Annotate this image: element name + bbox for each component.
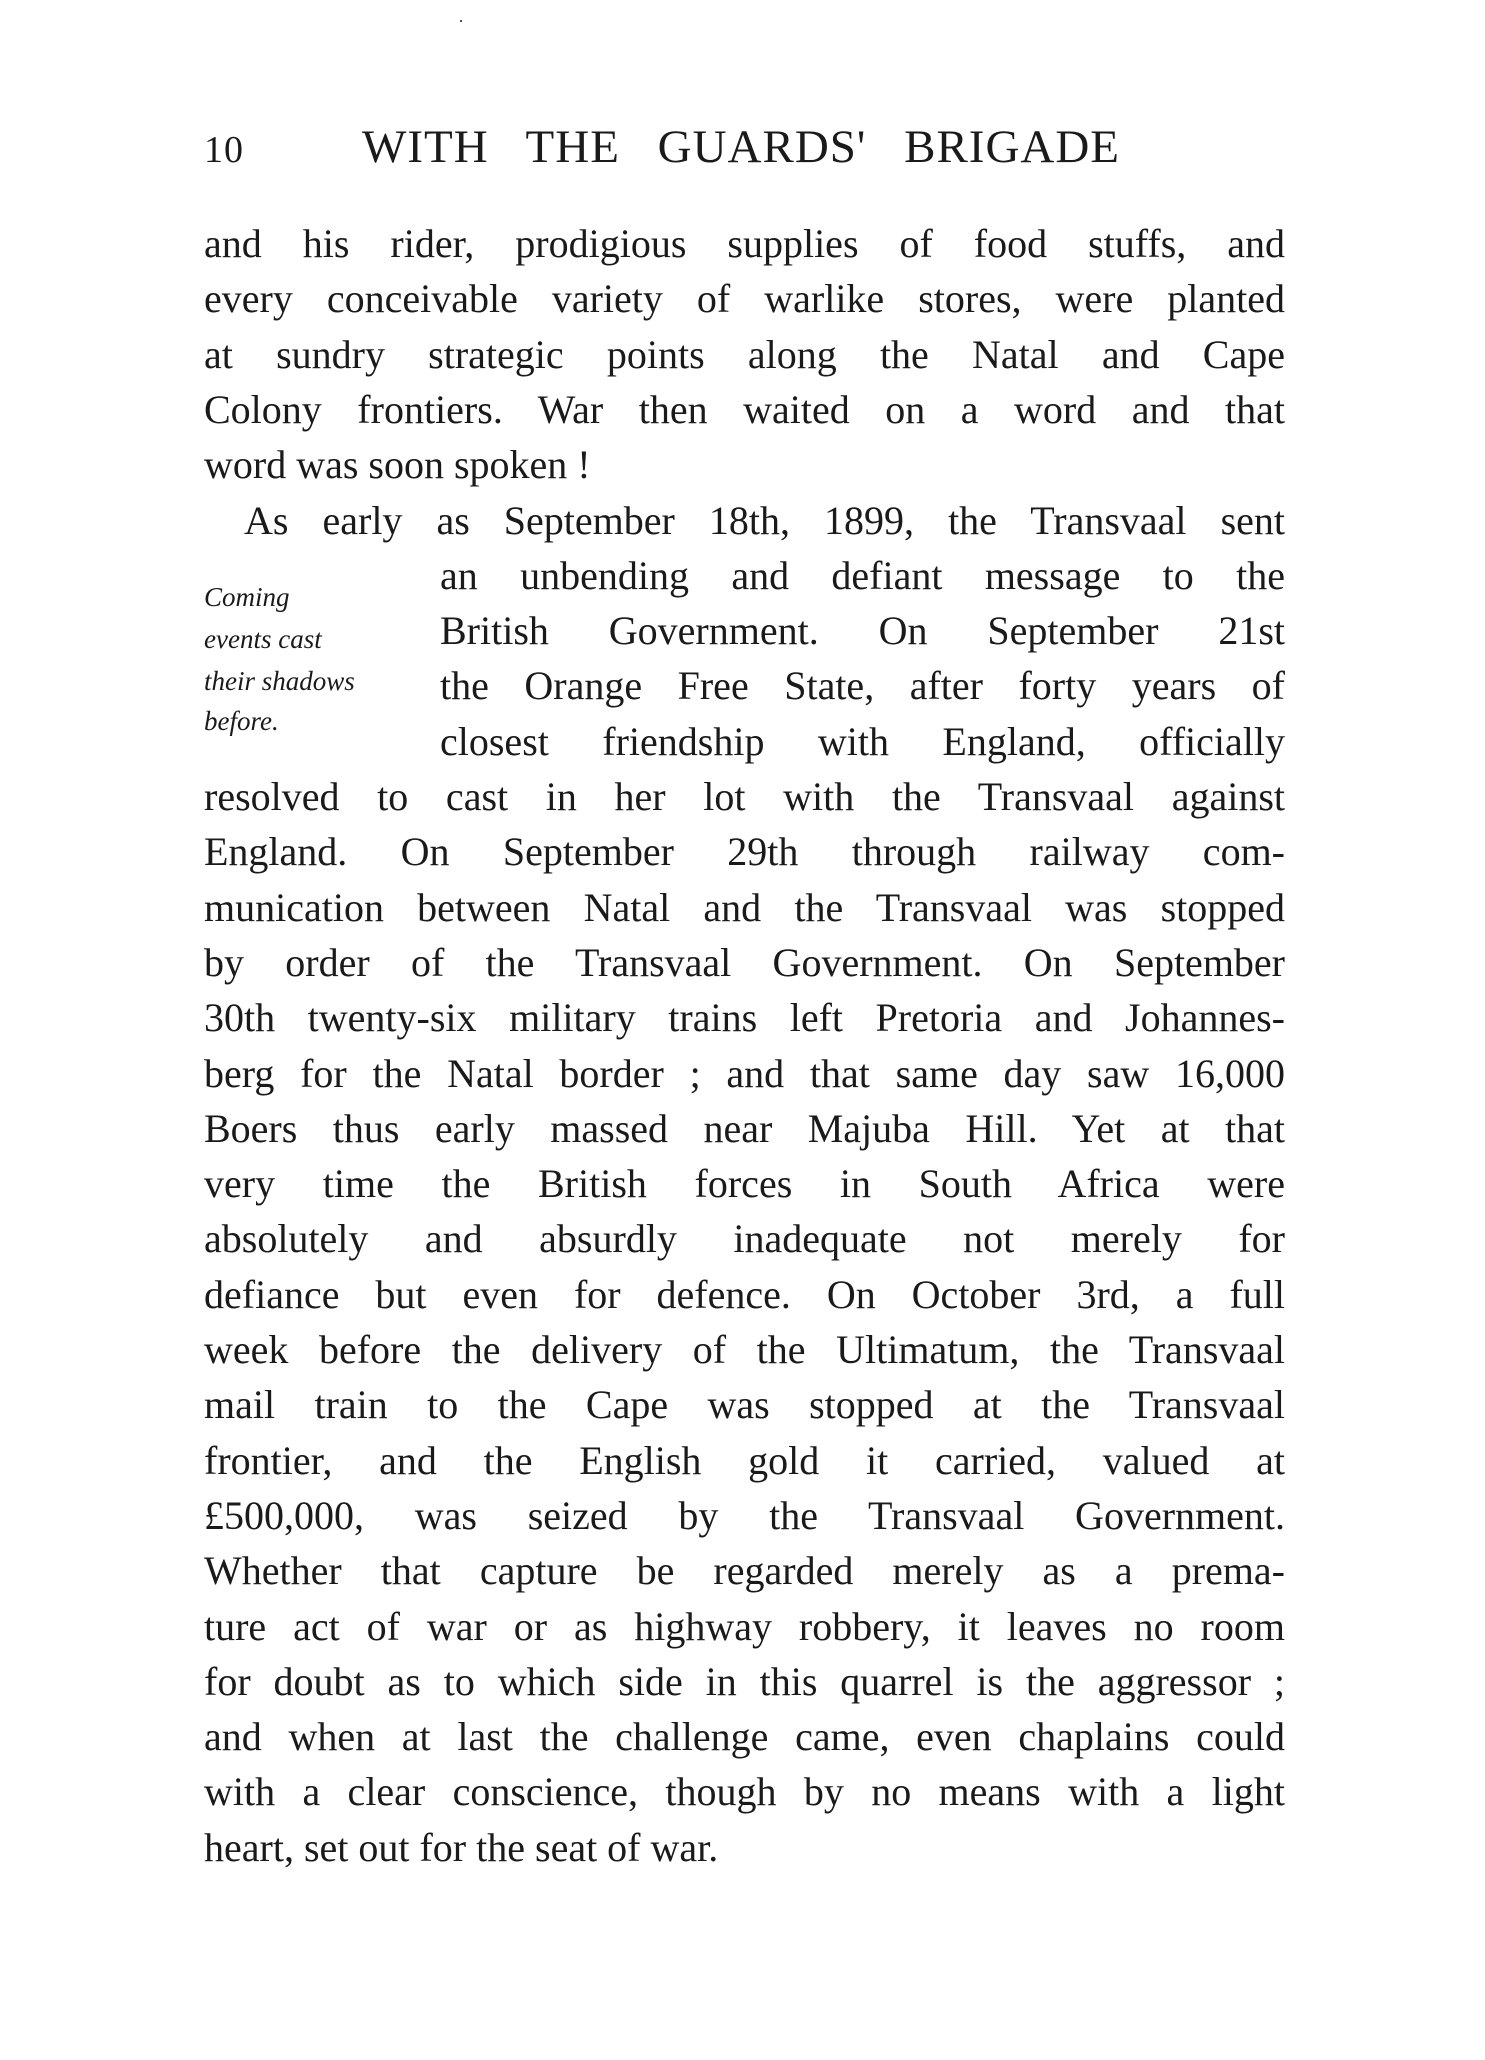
running-title: WITH THE GUARDS' BRIGADE xyxy=(362,121,1120,173)
text-line: frontier, and the English gold it carried, valued at xyxy=(204,1437,1285,1483)
text-line: Boers thus early massed near Majuba Hill. Yet at that xyxy=(204,1105,1285,1151)
text-line: defiance but even for defence. On October 3rd, a full xyxy=(204,1271,1285,1317)
margin-note-line: Coming xyxy=(204,582,290,612)
text-line: at sundry strategic points along the Natal and Cape xyxy=(204,331,1285,377)
text-line: As early as September 18th, 1899, the Transvaal sent xyxy=(244,497,1285,543)
text-line: resolved to cast in her lot with the Transvaal against xyxy=(204,774,1285,819)
text-line: the Orange Free State, after forty years of xyxy=(440,663,1285,709)
text-line: closest friendship with England, officially xyxy=(440,718,1285,764)
margin-note-line: before. xyxy=(204,706,279,736)
margin-note-line: events cast xyxy=(204,624,322,654)
margin-note-line: their shadows xyxy=(204,666,355,696)
speck xyxy=(460,20,462,22)
text-line: mail train to the Cape was stopped at the Transvaal xyxy=(204,1382,1285,1428)
text-line: British Government. On September 21st xyxy=(440,608,1285,654)
text-line: ture act of war or as highway robbery, it leaves no room xyxy=(204,1603,1285,1649)
page-number: 10 xyxy=(204,129,244,171)
text-line: absolutely and absurdly inadequate not merely for xyxy=(204,1216,1285,1262)
text-line: every conceivable variety of warlike stores, were planted xyxy=(204,276,1285,322)
text-line: and when at last the challenge came, even chaplains could xyxy=(204,1714,1285,1760)
text-line: and his rider, prodigious supplies of food stuffs, and xyxy=(204,221,1285,266)
text-line: an unbending and defiant message to the xyxy=(440,552,1285,598)
text-line: with a clear conscience, though by no means with a light xyxy=(204,1769,1285,1815)
text-line: heart, set out for the seat of war. xyxy=(204,1824,719,1870)
text-line: week before the delivery of the Ultimatum, the Transvaal xyxy=(204,1327,1285,1372)
text-line: 30th twenty-six military trains left Pretoria and Johannes- xyxy=(204,995,1285,1041)
text-line: berg for the Natal border ; and that same day saw 16,000 xyxy=(204,1050,1285,1096)
text-line: by order of the Transvaal Government. On September xyxy=(204,939,1285,985)
text-line: word was soon spoken ! xyxy=(204,442,591,488)
text-line: very time the British forces in South Africa were xyxy=(204,1161,1285,1207)
text-line: Colony frontiers. War then waited on a word and that xyxy=(204,386,1285,432)
text-line: England. On September 29th through railway com- xyxy=(204,829,1285,875)
text-line: munication between Natal and the Transvaal was stopped xyxy=(204,884,1285,930)
text-line: for doubt as to which side in this quarrel is the aggressor ; xyxy=(204,1658,1285,1704)
text-line: £500,000, was seized by the Transvaal Government. xyxy=(204,1492,1285,1538)
text-line: Whether that capture be regarded merely as a prema- xyxy=(204,1548,1285,1594)
